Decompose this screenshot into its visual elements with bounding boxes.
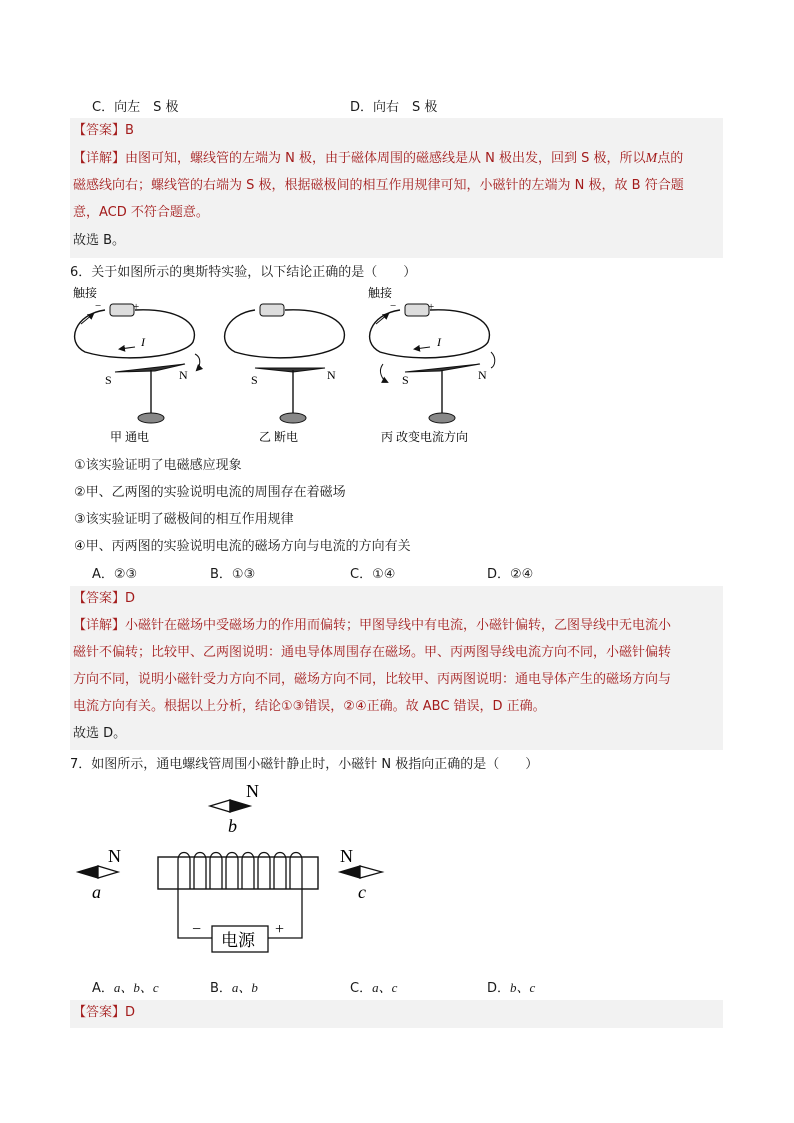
- q6-detail-line-3: 方向不同，说明小磁针受力方向不同，磁场方向不同，比较甲、丙两图说明：通电导体产生的磁场方向与: [73, 672, 672, 687]
- power-circuit: [178, 889, 302, 952]
- detail-text: 由图可知，螺线管的左端为 N 极，由于磁体周围的磁感线是从 N 极出发，回到 S 极，所以: [125, 151, 646, 166]
- label-b: b: [228, 816, 237, 836]
- q7-option-a: [92, 977, 159, 996]
- touch-label: 触接: [73, 286, 98, 300]
- needle-white-half: [98, 866, 118, 878]
- answer-value: D: [125, 591, 136, 606]
- option-value: b、c: [510, 980, 536, 995]
- solenoid-figure: [70, 778, 400, 963]
- needle-black-half: [78, 866, 98, 878]
- answer-tag: 【答案】: [73, 1005, 126, 1020]
- needle-white-half: [360, 866, 382, 878]
- pole-s: S: [251, 373, 258, 387]
- q5-conclusion: 故选 B。: [73, 233, 126, 248]
- compass-needle-icon: [115, 364, 185, 372]
- panel-jia: [73, 285, 200, 444]
- q7-option-b: [210, 977, 258, 996]
- battery-plus: +: [133, 301, 140, 313]
- oersted-experiment-figure: [65, 284, 525, 444]
- answer-tag: 【答案】: [73, 591, 126, 606]
- q6-detail-line-2: 磁针不偏转；比较甲、乙两图说明：通电导体周围存在磁场。甲、丙两图导线电流方向不同，小磁针偏转: [73, 645, 672, 660]
- pole-n: N: [179, 368, 188, 382]
- needle-white-half: [210, 800, 230, 812]
- q6-answer: [73, 591, 135, 607]
- q6-statement-2: ②甲、乙两图的实验说明电流的周围存在着磁场: [74, 485, 346, 500]
- battery-icon: [110, 304, 134, 316]
- panel-bing: [368, 285, 495, 444]
- current-label: I: [437, 335, 441, 349]
- answer-tag: 【答案】: [73, 123, 126, 138]
- pole-n: N: [478, 368, 487, 382]
- stand-base: [280, 413, 306, 423]
- caption-bing: 丙 改变电流方向: [381, 430, 469, 444]
- q7-stem: 7．如图所示，通电螺线管周围小磁针静止时，小磁针 N 极指向正确的是（ ）: [70, 757, 539, 772]
- answer-value: D: [125, 1005, 136, 1020]
- option-value: a、b: [231, 980, 258, 995]
- detail-tag: 【详解】: [73, 618, 126, 633]
- panel-yi: [225, 304, 345, 444]
- q6-option-d: D．②④: [487, 567, 534, 582]
- q6-statement-3: ③该实验证明了磁极间的相互作用规律: [74, 512, 294, 527]
- q5-option-d: D．向右 S 极: [350, 100, 438, 115]
- current-label: I: [141, 335, 145, 349]
- q7-answer: [73, 1005, 135, 1021]
- q6-statement-1: ①该实验证明了电磁感应现象: [74, 458, 242, 473]
- needle-black-half: [230, 800, 250, 812]
- point-m-label: M: [645, 151, 658, 166]
- label-a: a: [92, 882, 101, 902]
- q6-conclusion: 故选 D。: [73, 726, 127, 741]
- q7-option-c: [350, 977, 397, 996]
- option-letter: A．: [92, 981, 114, 996]
- compass-needle-icon: [255, 368, 325, 372]
- power-minus: −: [192, 921, 202, 938]
- option-letter: B．: [210, 981, 232, 996]
- q7-answer-block: [70, 1000, 723, 1028]
- stand-base: [138, 413, 164, 423]
- q7-option-d: [487, 977, 535, 996]
- battery-minus: −: [95, 300, 102, 312]
- q6-answer-block: [70, 586, 723, 750]
- needle-n-label: N: [246, 781, 259, 801]
- option-value: a、b、c: [113, 980, 159, 995]
- q6-option-b: B．①③: [210, 567, 256, 582]
- q5-answer: [73, 123, 134, 139]
- caption-jia: 甲 通电: [110, 430, 150, 444]
- detail-text: 小磁针在磁场中受磁场力的作用而偏转；甲图导线中有电流，小磁针偏转，乙图导线中无电流小: [125, 618, 672, 633]
- needle-black-half: [340, 866, 360, 878]
- solenoid-coil: [158, 853, 318, 890]
- battery-plus: +: [428, 301, 435, 313]
- caption-yi: 乙 断电: [259, 430, 299, 444]
- needle-b: [210, 781, 259, 836]
- touch-label: 触接: [368, 286, 393, 300]
- q5-detail-line-3: 意，ACD 不符合题意。: [73, 205, 209, 220]
- needle-a: [78, 846, 121, 902]
- needle-n-label: N: [108, 846, 121, 866]
- q6-option-c: C．①④: [350, 567, 396, 582]
- battery-icon: [405, 304, 429, 316]
- q5-option-c: C．向左 S 极: [92, 100, 179, 115]
- label-c: c: [358, 882, 366, 902]
- answer-value: B: [125, 123, 134, 138]
- battery-icon: [260, 304, 284, 316]
- option-value: a、c: [372, 980, 398, 995]
- needle-c: [340, 846, 382, 902]
- q6-statement-4: ④甲、丙两图的实验说明电流的磁场方向与电流的方向有关: [74, 539, 411, 554]
- pole-s: S: [105, 373, 112, 387]
- detail-text: 点的: [657, 151, 684, 166]
- needle-n-label: N: [340, 846, 353, 866]
- q5-answer-block: [70, 118, 723, 258]
- power-label: 电源: [221, 931, 255, 950]
- option-letter: D．: [487, 981, 511, 996]
- q6-detail-line-4: 电流方向有关。根据以上分析，结论①③错误，②④正确。故 ABC 错误，D 正确。: [73, 699, 546, 714]
- pole-s: S: [402, 373, 409, 387]
- battery-minus: −: [390, 300, 397, 312]
- option-letter: C．: [350, 981, 373, 996]
- pole-n: N: [327, 368, 336, 382]
- detail-tag: 【详解】: [73, 151, 126, 166]
- q5-detail-line-1: [73, 151, 683, 167]
- q5-detail-line-2: 磁感线向右；螺线管的右端为 S 极，根据磁极间的相互作用规律可知，小磁针的左端为 N 极，故 B 符合题: [73, 178, 684, 193]
- q6-stem: 6．关于如图所示的奥斯特实验，以下结论正确的是（ ）: [70, 265, 417, 280]
- q6-detail-line-1: [73, 618, 671, 634]
- q6-option-a: A．②③: [92, 567, 138, 582]
- stand-base: [429, 413, 455, 423]
- power-plus: +: [275, 921, 285, 938]
